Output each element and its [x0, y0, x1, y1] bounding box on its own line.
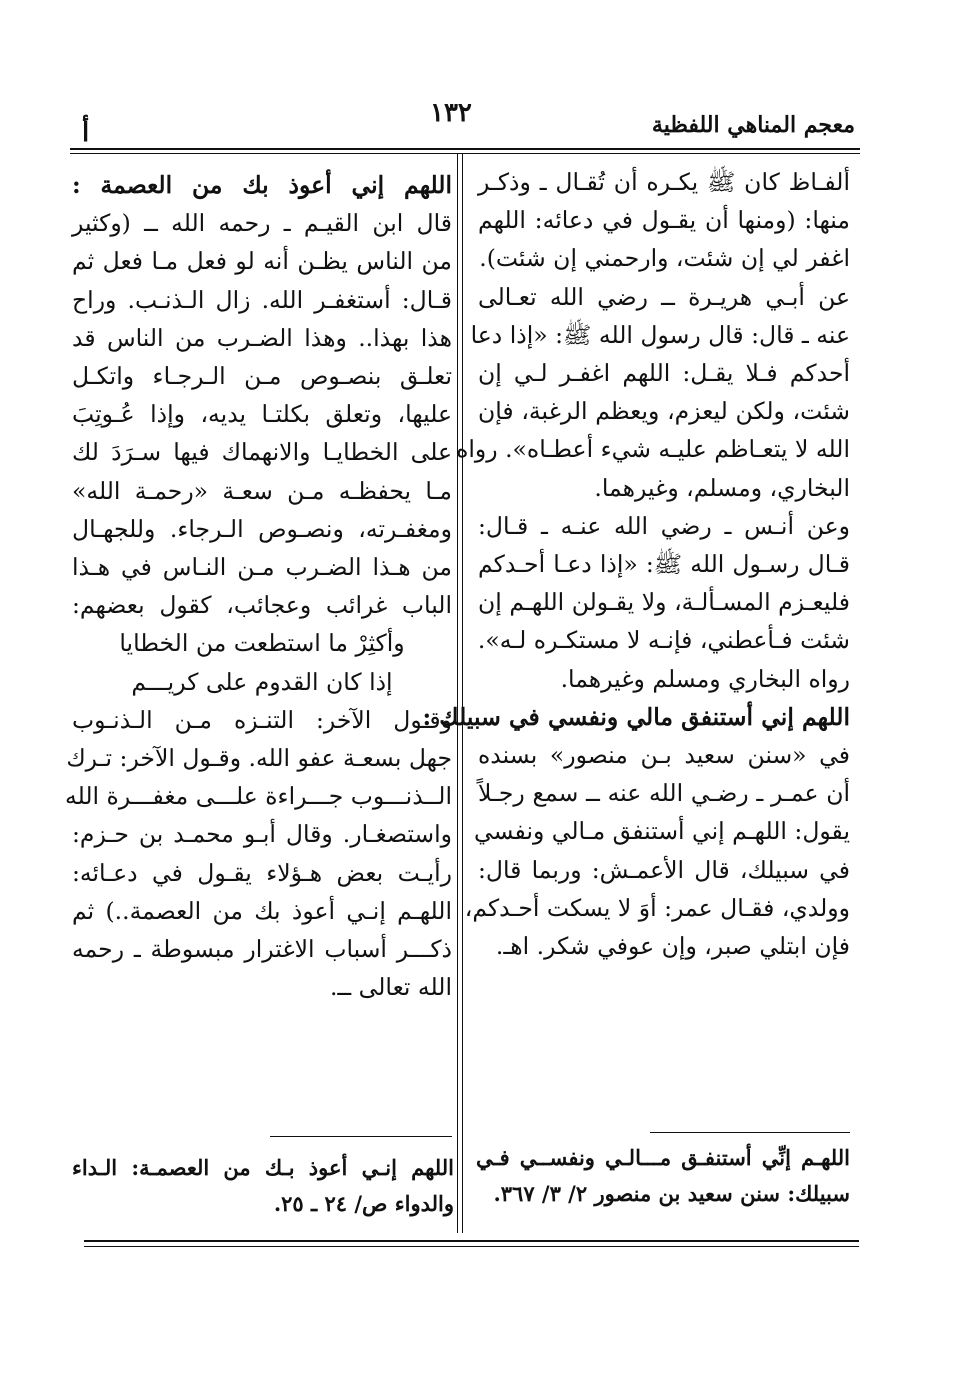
left-column-line: مـا يحفظـه مـن سعـة «رحمـة الله»: [72, 476, 452, 505]
footnote-left: [72, 1150, 454, 1222]
left-column-line: الباب غرائب وعجائب، كقول بعضهم:: [72, 591, 452, 620]
left-column-line: إذا كان القدوم على كريـــم: [131, 667, 393, 696]
right-column-line: في «سنن سعيد بـن منصور» بسنده: [478, 741, 850, 770]
header-rule-top: [70, 148, 860, 150]
header-rule-bottom: [70, 153, 860, 154]
left-column-line: من هـذا الضـرب مـن النـاس في هـذا: [72, 553, 452, 582]
footnote-left-line: اللهم إنـي أعوذ بـك من العصمـة: الـداء: [72, 1155, 454, 1180]
right-column-line: وعن أنـس ـ رضي الله عنـه ـ قـال:: [478, 511, 850, 540]
left-column-line: قال ابن القيـم ـ رحمه الله ــ (وكثير: [72, 209, 452, 238]
left-column-line: الله تعالى ــ.: [329, 973, 452, 1002]
right-column-line: في سبيلك، قال الأعمـش: وربما قال:: [478, 855, 850, 884]
left-column-line: رأيـت بعض هـؤلاء يقـول في دعـائه:: [72, 858, 452, 887]
footnote-right-line: اللهـم إنِّي أستنفـق مـــالـي ونفســي فـي: [476, 1145, 850, 1170]
footer-rule-top: [84, 1240, 859, 1242]
right-column-line: رواه البخاري ومسلم وغيرهما.: [560, 664, 850, 693]
column-divider-b: [462, 153, 463, 1233]
left-column-line: جهل بسعـة عفو الله. وقـول الآخر: تـرك: [66, 744, 452, 773]
right-column: [422, 163, 850, 965]
left-column-line: من الناس يظـن أنه لو فعل مـا فعل ثم: [72, 247, 452, 276]
right-column-line: وولدي، فقـال عمر: أوَ لا يسكت أحـدكم،: [464, 893, 850, 922]
right-column-line: عن أبـي هريـرة ــ رضي الله تعـالى: [478, 282, 850, 311]
left-column-line: اللهـم إنـي أعوذ بك من العصمة..) ثم: [72, 896, 452, 925]
footnote-left-line: والدواء ص/ ٢٤ ـ ٢٥.: [273, 1191, 454, 1216]
left-column-line: وأكثِرْ ما استطعت من الخطايا: [119, 629, 405, 658]
footer-rule-bottom: [84, 1246, 859, 1247]
page-number: ١٣٢: [430, 98, 472, 128]
left-column-line: الــذنـــوب جـــراءة علـــى مغفـــرة الله: [64, 782, 452, 811]
left-column-line: ومغفـرته، ونصـوص الـرجاء. وللجهـال: [72, 514, 452, 543]
left-column-line: ذكـــر أسباب الاغترار مبسوطة ـ رحمه: [72, 935, 452, 964]
left-column-line: واستصغـار. وقال أبـو محمـد بن حـزم:: [72, 820, 452, 849]
footnote-right-line: سبيلك: سنن سعيد بن منصور ٢/ ٣/ ٣٦٧.: [493, 1181, 850, 1206]
right-column-line: أن عمـر ـ رضـي الله عنه ــ سمع رجـلاً: [478, 779, 850, 808]
right-column-line: يقول: اللهـم إني أستنفق مـالي ونفسي: [474, 817, 850, 846]
footnote-rule-right: [650, 1132, 850, 1133]
left-column: [64, 166, 452, 1006]
left-column-line: على الخطايـا والانهماك فيها سـرَدَ لك: [72, 438, 452, 467]
footnote-right: [476, 1140, 850, 1212]
section-letter: أ: [82, 118, 90, 148]
left-column-line: عليها، وتعلق بكلتـا يديه، وإذا عُـوتِبَ: [72, 400, 452, 429]
left-column-line: هذا بهذا.. وهذا الضـرب من الناس قد: [72, 323, 452, 352]
right-column-line: شئت، ولكن ليعزم، ويعظم الرغبة، فإن: [478, 397, 850, 426]
right-column-line: ألفـاظ كان ﷺ يكـره أن تُقـال ـ وذكـر: [478, 168, 850, 196]
right-column-line: البخاري، ومسلم، وغيرهما.: [594, 473, 850, 502]
left-column-line: قـال: أستغفـر الله. زال الـذنـب. وراح: [72, 285, 452, 314]
left-column-line: وقـول الآخر: التنـزه مـن الـذنـوب: [72, 705, 452, 734]
right-column-line: فإن ابتلي صبر، وإن عوفي شكر. اهـ.: [495, 932, 850, 961]
column-divider-a: [457, 153, 458, 1233]
left-column-line: اللهم إني أعوذ بك من العصمة :: [72, 171, 452, 199]
left-column-line: تعلـق بنصـوص مـن الـرجـاء واتكـل: [72, 362, 452, 391]
right-column-line: شئت فـأعطني، فإنـه لا مستكـره لـه».: [477, 626, 850, 655]
right-column-line: فليعـزم المسـألـة، ولا يقـولن اللهـم إن: [478, 588, 850, 617]
running-header-title: معجم المناهي اللفظية: [651, 112, 855, 138]
right-column-line: عنه ـ قال: قال رسول الله ﷺ: «إذا دعا: [470, 320, 850, 349]
right-column-line: قـال رسـول الله ﷺ: «إذا دعـا أحـدكم: [478, 550, 850, 579]
right-column-line: اللهم إني أستنفق مالي ونفسي في سبيلك :: [422, 702, 850, 731]
right-column-line: منها: (ومنها أن يقـول في دعائه: اللهم: [478, 206, 850, 235]
footnote-rule-left: [270, 1136, 452, 1137]
right-column-line: الله لا يتعـاظم عليـه شيء أعطـاه». رواه: [456, 435, 850, 464]
right-column-line: اغفر لي إن شئت، وارحمني إن شئت).: [479, 244, 850, 273]
right-column-line: أحدكم فـلا يقـل: اللهم اغفـر لـي إن: [478, 359, 850, 388]
